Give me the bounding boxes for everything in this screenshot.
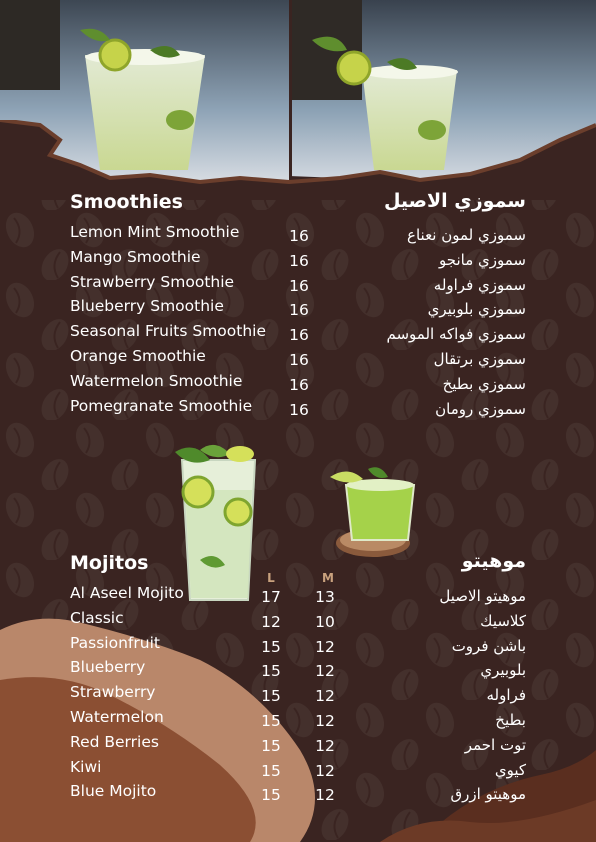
mojito-price-medium: 12 — [315, 712, 335, 730]
mojito-name-ar: بلوبيري — [480, 661, 526, 680]
smoothie-price: 16 — [289, 375, 309, 394]
smoothie-name: Watermelon Smoothie — [70, 371, 243, 390]
mojito-price-medium: 12 — [315, 687, 335, 706]
smoothie-name-ar: سموزي بلوبيري — [427, 300, 526, 319]
mojito-name: Al Aseel Mojito — [70, 584, 184, 602]
mojito-name-ar: موهيتو الاصيل — [439, 587, 526, 605]
smoothie-price: 16 — [289, 351, 309, 369]
mojito-price-medium: 13 — [315, 588, 335, 606]
mojito-name: Blue Mojito — [70, 782, 157, 801]
mojito-name-ar: كلاسيك — [480, 611, 526, 630]
smoothies-title-ar: سموزي الاصيل — [383, 190, 526, 212]
smoothie-name: Lemon Mint Smoothie — [70, 223, 240, 241]
smoothie-price: 16 — [289, 301, 309, 320]
mojito-price-large: 15 — [261, 786, 281, 805]
smoothie-name: Seasonal Fruits Smoothie — [70, 322, 267, 341]
smoothie-name-ar: سموزي مانجو — [439, 250, 526, 269]
mojito-glass-illustration — [170, 440, 265, 605]
smoothie-price: 16 — [289, 326, 309, 345]
mojito-price-large: 17 — [261, 588, 281, 606]
smoothie-name: Pomegranate Smoothie — [70, 396, 253, 415]
mojito-name: Watermelon — [70, 708, 164, 726]
mojito-price-medium: 12 — [315, 637, 335, 656]
mojito-price-large: 15 — [261, 687, 281, 706]
mojito-name-ar: بطيخ — [495, 711, 526, 729]
smoothie-name: Mango Smoothie — [70, 247, 201, 266]
mojito-name-ar: توت احمر — [464, 735, 526, 754]
mojito-name-ar: كيوي — [494, 760, 526, 779]
mojito-name: Classic — [70, 608, 124, 627]
smoothie-name: Orange Smoothie — [70, 347, 206, 365]
mojito-price-large: 15 — [261, 662, 281, 681]
mojito-price-medium: 12 — [315, 761, 335, 780]
smoothie-name-ar: سموزي رومان — [435, 399, 526, 418]
smoothie-name-ar: سموزي برتقال — [433, 350, 526, 368]
mojito-name-ar: باشن فروت — [451, 636, 526, 655]
mojito-price-large: 15 — [261, 736, 281, 755]
mojito-price-large: 15 — [261, 637, 281, 656]
mojitos-title-ar: موهيتو — [461, 550, 526, 572]
smoothie-name-ar: سموزي فراوله — [433, 275, 526, 294]
mojito-price-medium: 12 — [315, 662, 335, 681]
column-header-large: L — [267, 571, 275, 585]
mojito-name-ar: فراوله — [486, 686, 526, 705]
smoothie-price: 16 — [289, 400, 309, 419]
smoothie-name: Blueberry Smoothie — [70, 297, 224, 316]
column-header-medium: M — [322, 571, 334, 585]
mojito-price-large: 15 — [261, 712, 281, 730]
smoothie-name: Strawberry Smoothie — [70, 272, 235, 291]
mojito-price-large: 12 — [261, 612, 281, 631]
smoothie-name-ar: سموزي فواكه الموسم — [386, 325, 526, 344]
mojito-name: Red Berries — [70, 732, 159, 751]
smoothie-name-ar: سموزي بطيخ — [442, 374, 526, 393]
mojitos-title-en: Mojitos — [70, 552, 149, 574]
smoothie-price: 16 — [289, 251, 309, 270]
mojito-name: Kiwi — [70, 757, 102, 776]
mojito-name: Passionfruit — [70, 633, 160, 652]
torn-paper-edge — [0, 120, 596, 200]
smoothies-title-en: Smoothies — [70, 191, 183, 213]
mojito-price-medium: 12 — [315, 786, 335, 805]
mojito-name: Strawberry — [70, 683, 156, 702]
mojito-price-medium: 10 — [315, 612, 335, 631]
smoothie-price: 16 — [289, 276, 309, 295]
mojito-name-ar: موهيتو ازرق — [450, 785, 526, 804]
mojito-price-medium: 12 — [315, 736, 335, 755]
smoothie-price: 16 — [289, 227, 309, 245]
mojito-name: Blueberry — [70, 658, 146, 677]
mojito-price-large: 15 — [261, 761, 281, 780]
smoothie-name-ar: سموزي لمون نعناع — [407, 226, 526, 244]
